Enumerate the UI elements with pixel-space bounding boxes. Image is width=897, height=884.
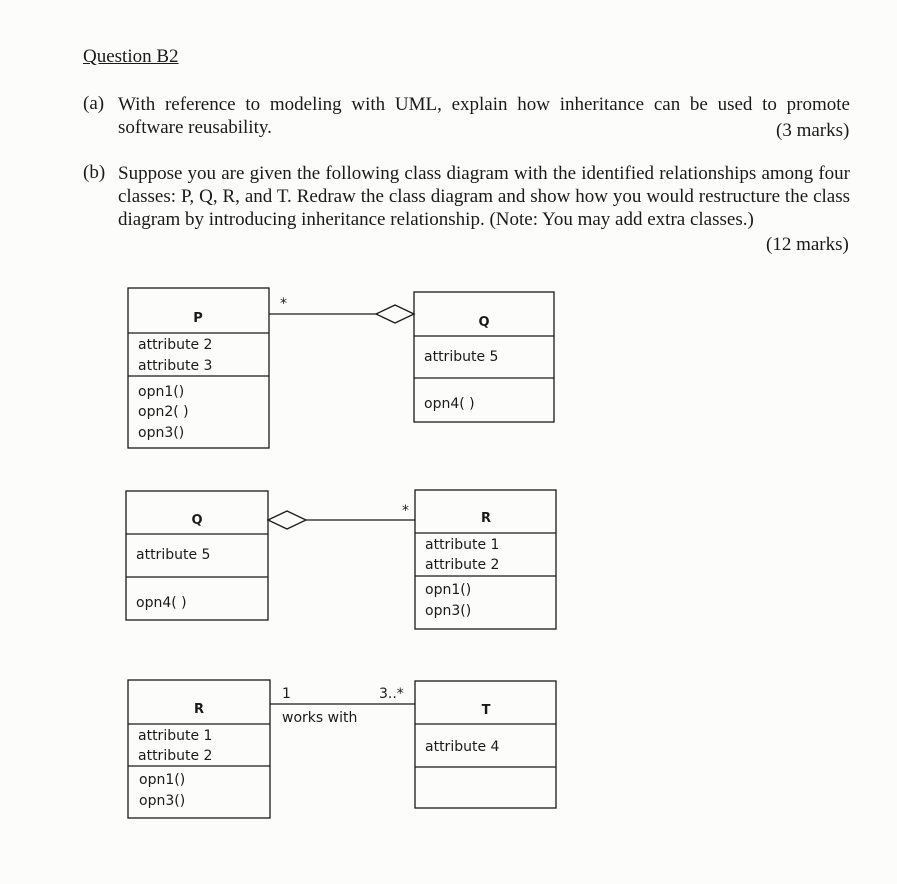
part-a-marks: (3 marks) [776,120,850,141]
class-box-t [415,681,556,808]
class-name-r: R [480,511,492,526]
class-box-r-2 [128,680,270,818]
class-box-q [414,292,554,422]
multiplicity-label: * [280,296,287,312]
class-name-p: P [193,311,203,326]
class-box-p [128,288,269,448]
aggregation-q-r [268,503,415,529]
association-label: works with [282,710,358,726]
part-a-text: With reference to modeling with UML, explain how inheritance can be used to promote software reusability. [118,94,850,138]
multiplicity-label: * [402,503,409,519]
operation-item: opn4( ) [424,396,475,412]
operation-item: opn4( ) [136,595,187,611]
attribute-item: attribute 2 [138,337,213,353]
attribute-item: attribute 4 [425,739,500,755]
operation-item: opn3() [425,603,472,619]
association-r-t [270,686,415,726]
attribute-item: attribute 2 [425,557,500,573]
part-b-marks: (12 marks) [766,234,849,255]
attribute-item: attribute 2 [138,748,213,764]
operation-item: opn2( ) [138,404,189,420]
question-heading: Question B2 [83,46,179,67]
attribute-item: attribute 1 [425,537,500,553]
attribute-item: attribute 5 [136,547,211,563]
class-name-q: Q [191,513,203,528]
operation-item: opn3() [139,793,186,809]
aggregation-p-q [269,296,414,323]
part-b-text: Suppose you are given the following class diagram with the identified relationships among four classes: P, Q, R, and T. Redraw the class diagram and show how you would restructure the class diagram by introducing inheritance relationship. (Note: You may add extra classes.) [118,163,850,230]
part-a-label: (a) [83,93,105,114]
class-box-r [415,490,556,629]
operation-item: opn3() [138,425,185,441]
attribute-item: attribute 1 [138,728,213,744]
multiplicity-right-label: 3..* [379,686,404,702]
class-name-r: R [193,702,205,717]
attribute-item: attribute 3 [138,358,213,374]
operation-item: opn1() [138,384,185,400]
part-b-label: (b) [83,162,106,183]
operation-item: opn1() [425,582,472,598]
attribute-item: attribute 5 [424,349,499,365]
class-box-q-2 [126,491,268,620]
class-name-t: T [481,703,491,718]
operation-item: opn1() [139,772,186,788]
class-name-q: Q [478,315,490,330]
multiplicity-left-label: 1 [282,686,291,702]
